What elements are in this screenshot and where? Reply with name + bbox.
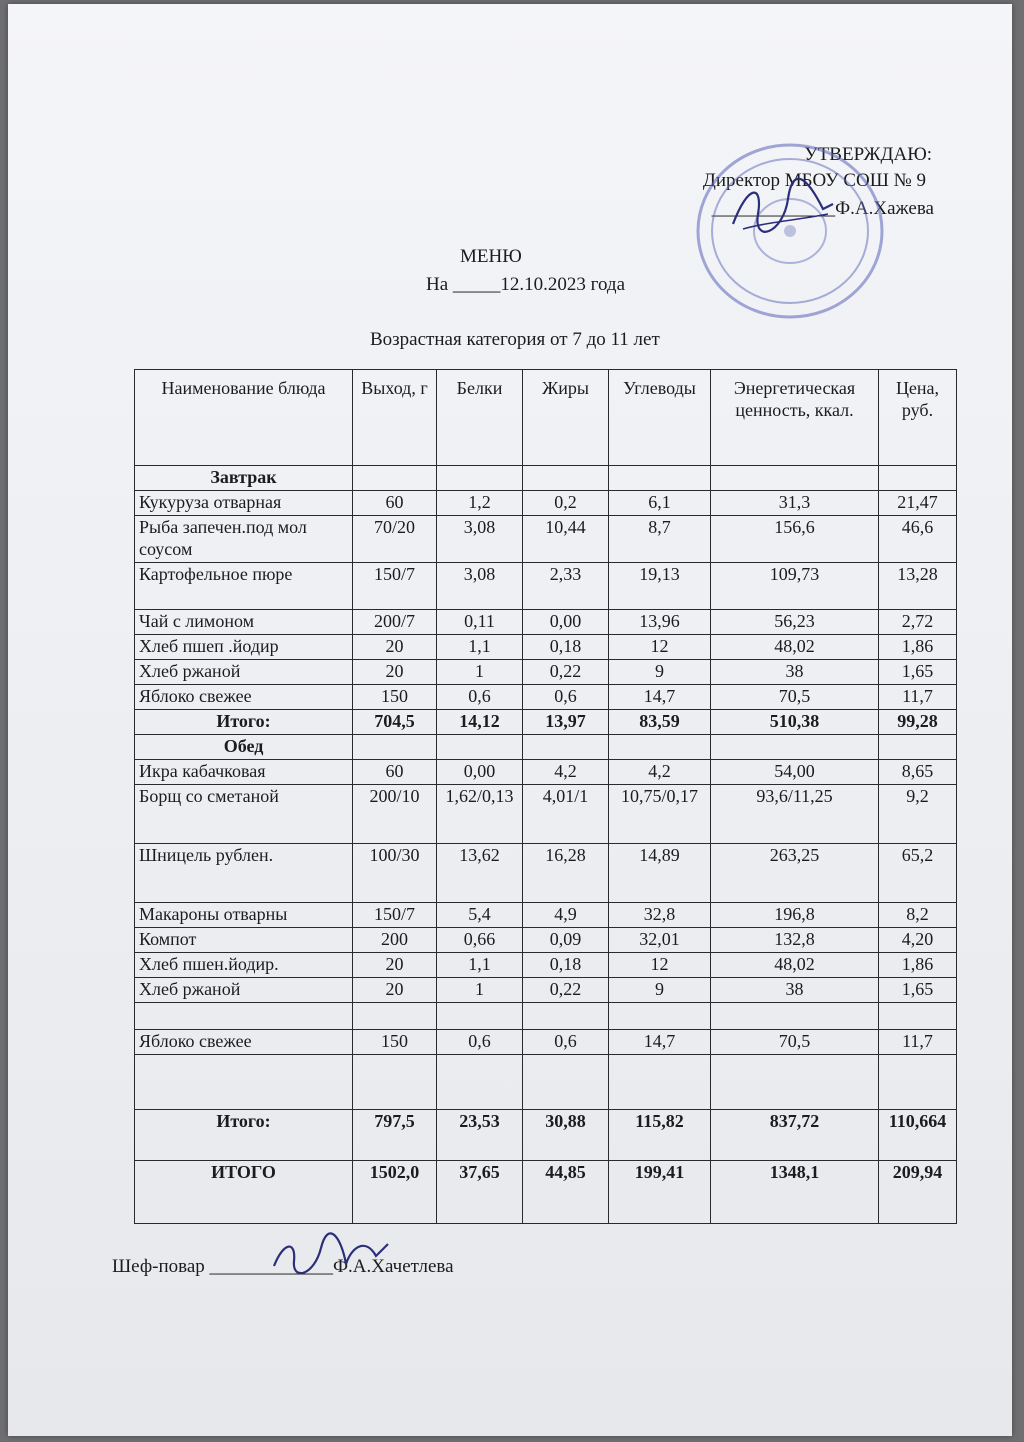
total-energy: 510,38: [711, 710, 879, 735]
dish-yield: 70/20: [353, 516, 437, 563]
total-fat: 30,88: [523, 1110, 609, 1161]
dish-protein: 1: [437, 978, 523, 1003]
table-row: [135, 978, 957, 1003]
dish-yield: 20: [353, 978, 437, 1003]
age-category: Возрастная категория от 7 до 11 лет: [370, 329, 660, 350]
col-header-protein: Белки: [437, 370, 523, 466]
dish-yield: 150: [353, 1030, 437, 1055]
dish-protein: 1,62/0,13: [437, 785, 523, 844]
grand-total-yield: 1502,0: [353, 1161, 437, 1224]
dish-yield: 200/10: [353, 785, 437, 844]
dish-protein: 1: [437, 660, 523, 685]
total-label: Итого:: [135, 1110, 353, 1161]
table-row: [135, 635, 957, 660]
dish-name: Хлеб пшен.йодир.: [135, 953, 353, 978]
dish-fat: 0,22: [523, 978, 609, 1003]
dish-carbs: 10,75/0,17: [609, 785, 711, 844]
dish-fat: 0,00: [523, 610, 609, 635]
total-yield: 704,5: [353, 710, 437, 735]
dish-energy: 70,5: [711, 1030, 879, 1055]
total-price: 110,664: [879, 1110, 957, 1161]
dish-fat: 4,9: [523, 903, 609, 928]
total-label: Итого:: [135, 710, 353, 735]
dish-price: 65,2: [879, 844, 957, 903]
dish-fat: 0,18: [523, 635, 609, 660]
total-price: 99,28: [879, 710, 957, 735]
dish-energy: 93,6/11,25: [711, 785, 879, 844]
dish-energy: 48,02: [711, 953, 879, 978]
grand-total-protein: 37,65: [437, 1161, 523, 1224]
dish-fat: 0,09: [523, 928, 609, 953]
col-header-price: Цена, руб.: [879, 370, 957, 466]
dish-fat: 0,6: [523, 685, 609, 710]
director-title: Директор МБОУ СОШ № 9: [702, 170, 926, 191]
dish-carbs: 32,01: [609, 928, 711, 953]
menu-title: МЕНЮ: [460, 246, 522, 267]
grand-total-row: [135, 1161, 957, 1224]
dish-energy: 54,00: [711, 760, 879, 785]
section-row-breakfast: [135, 466, 957, 491]
director-signature: [728, 174, 838, 244]
dish-yield: 20: [353, 635, 437, 660]
table-row: [135, 928, 957, 953]
empty-row: [135, 1003, 957, 1030]
dish-name: Яблоко свежее: [135, 685, 353, 710]
total-protein: 23,53: [437, 1110, 523, 1161]
dish-yield: 60: [353, 760, 437, 785]
dish-protein: 0,6: [437, 685, 523, 710]
section-row-lunch: [135, 735, 957, 760]
dish-protein: 3,08: [437, 516, 523, 563]
chef-signature: [266, 1226, 396, 1286]
col-header-yield: Выход, г: [353, 370, 437, 466]
dish-carbs: 4,2: [609, 760, 711, 785]
dish-price: 21,47: [879, 491, 957, 516]
table-row: [135, 685, 957, 710]
dish-yield: 150/7: [353, 563, 437, 610]
dish-carbs: 9: [609, 978, 711, 1003]
dish-carbs: 6,1: [609, 491, 711, 516]
breakfast-total-row: [135, 710, 957, 735]
dish-protein: 1,1: [437, 953, 523, 978]
lunch-total-row: [135, 1110, 957, 1161]
director-name: _____________Ф.А.Хажева: [711, 198, 934, 219]
table-row: [135, 491, 957, 516]
col-header-carbs: Углеводы: [609, 370, 711, 466]
dish-yield: 20: [353, 660, 437, 685]
menu-table: [134, 369, 957, 1224]
dish-protein: 0,00: [437, 760, 523, 785]
dish-yield: 100/30: [353, 844, 437, 903]
approval-label: УТВЕРЖДАЮ:: [804, 144, 932, 165]
dish-fat: 4,2: [523, 760, 609, 785]
table-row: [135, 785, 957, 844]
grand-total-carbs: 199,41: [609, 1161, 711, 1224]
dish-price: 1,65: [879, 660, 957, 685]
total-yield: 797,5: [353, 1110, 437, 1161]
table-row: [135, 660, 957, 685]
dish-energy: 109,73: [711, 563, 879, 610]
document-page: [8, 4, 1012, 1436]
empty-row: [135, 1055, 957, 1110]
dish-name: Макароны отварны: [135, 903, 353, 928]
dish-fat: 4,01/1: [523, 785, 609, 844]
table-row: [135, 953, 957, 978]
dish-fat: 2,33: [523, 563, 609, 610]
dish-price: 4,20: [879, 928, 957, 953]
dish-yield: 150/7: [353, 903, 437, 928]
dish-name: Чай с лимоном: [135, 610, 353, 635]
dish-protein: 13,62: [437, 844, 523, 903]
dish-name: Икра кабачковая: [135, 760, 353, 785]
dish-carbs: 14,7: [609, 1030, 711, 1055]
dish-energy: 196,8: [711, 903, 879, 928]
total-carbs: 83,59: [609, 710, 711, 735]
dish-carbs: 9: [609, 660, 711, 685]
dish-protein: 0,11: [437, 610, 523, 635]
table-header-row: [135, 370, 957, 466]
dish-yield: 200: [353, 928, 437, 953]
table-row: [135, 516, 957, 563]
dish-name: Картофельное пюре: [135, 563, 353, 610]
dish-protein: 0,6: [437, 1030, 523, 1055]
dish-name: Хлеб ржаной: [135, 660, 353, 685]
dish-fat: 0,2: [523, 491, 609, 516]
dish-carbs: 19,13: [609, 563, 711, 610]
total-carbs: 115,82: [609, 1110, 711, 1161]
dish-fat: 10,44: [523, 516, 609, 563]
table-row: [135, 1030, 957, 1055]
col-header-fat: Жиры: [523, 370, 609, 466]
section-label: Обед: [135, 735, 353, 760]
dish-fat: 0,22: [523, 660, 609, 685]
section-label: Завтрак: [135, 466, 353, 491]
dish-yield: 60: [353, 491, 437, 516]
dish-energy: 38: [711, 660, 879, 685]
table-row: [135, 610, 957, 635]
dish-price: 1,65: [879, 978, 957, 1003]
total-fat: 13,97: [523, 710, 609, 735]
dish-name: Хлеб ржаной: [135, 978, 353, 1003]
dish-fat: 0,18: [523, 953, 609, 978]
dish-protein: 1,1: [437, 635, 523, 660]
grand-total-fat: 44,85: [523, 1161, 609, 1224]
total-energy: 837,72: [711, 1110, 879, 1161]
dish-name: Компот: [135, 928, 353, 953]
dish-energy: 56,23: [711, 610, 879, 635]
dish-name: Хлеб пшеп .йодир: [135, 635, 353, 660]
dish-carbs: 12: [609, 953, 711, 978]
dish-yield: 150: [353, 685, 437, 710]
table-row: [135, 844, 957, 903]
dish-carbs: 32,8: [609, 903, 711, 928]
dish-price: 8,2: [879, 903, 957, 928]
col-header-energy: Энергетическая ценность, ккал.: [711, 370, 879, 466]
dish-carbs: 13,96: [609, 610, 711, 635]
dish-yield: 20: [353, 953, 437, 978]
menu-date: На _____12.10.2023 года: [426, 274, 626, 295]
grand-total-label: ИТОГО: [135, 1161, 353, 1224]
table-row: [135, 903, 957, 928]
dish-price: 8,65: [879, 760, 957, 785]
chef-signature-line: Шеф-повар _____________Ф.А.Хачетлева: [112, 1256, 454, 1277]
dish-price: 11,7: [879, 685, 957, 710]
dish-price: 2,72: [879, 610, 957, 635]
dish-carbs: 14,89: [609, 844, 711, 903]
dish-carbs: 8,7: [609, 516, 711, 563]
dish-price: 11,7: [879, 1030, 957, 1055]
total-protein: 14,12: [437, 710, 523, 735]
table-row: [135, 760, 957, 785]
dish-protein: 3,08: [437, 563, 523, 610]
dish-protein: 0,66: [437, 928, 523, 953]
dish-name: Рыба запечен.под мол соусом: [135, 516, 353, 563]
dish-energy: 156,6: [711, 516, 879, 563]
dish-energy: 31,3: [711, 491, 879, 516]
col-header-name: Наименование блюда: [135, 370, 353, 466]
table-row: [135, 563, 957, 610]
dish-name: Яблоко свежее: [135, 1030, 353, 1055]
dish-price: 1,86: [879, 635, 957, 660]
dish-energy: 70,5: [711, 685, 879, 710]
dish-price: 9,2: [879, 785, 957, 844]
dish-fat: 0,6: [523, 1030, 609, 1055]
dish-yield: 200/7: [353, 610, 437, 635]
dish-name: Шницель рублен.: [135, 844, 353, 903]
dish-energy: 38: [711, 978, 879, 1003]
dish-protein: 5,4: [437, 903, 523, 928]
dish-energy: 132,8: [711, 928, 879, 953]
dish-carbs: 14,7: [609, 685, 711, 710]
dish-energy: 48,02: [711, 635, 879, 660]
grand-total-energy: 1348,1: [711, 1161, 879, 1224]
dish-name: Борщ со сметаной: [135, 785, 353, 844]
dish-carbs: 12: [609, 635, 711, 660]
dish-price: 46,6: [879, 516, 957, 563]
dish-price: 13,28: [879, 563, 957, 610]
dish-price: 1,86: [879, 953, 957, 978]
grand-total-price: 209,94: [879, 1161, 957, 1224]
dish-fat: 16,28: [523, 844, 609, 903]
dish-protein: 1,2: [437, 491, 523, 516]
dish-name: Кукуруза отварная: [135, 491, 353, 516]
dish-energy: 263,25: [711, 844, 879, 903]
